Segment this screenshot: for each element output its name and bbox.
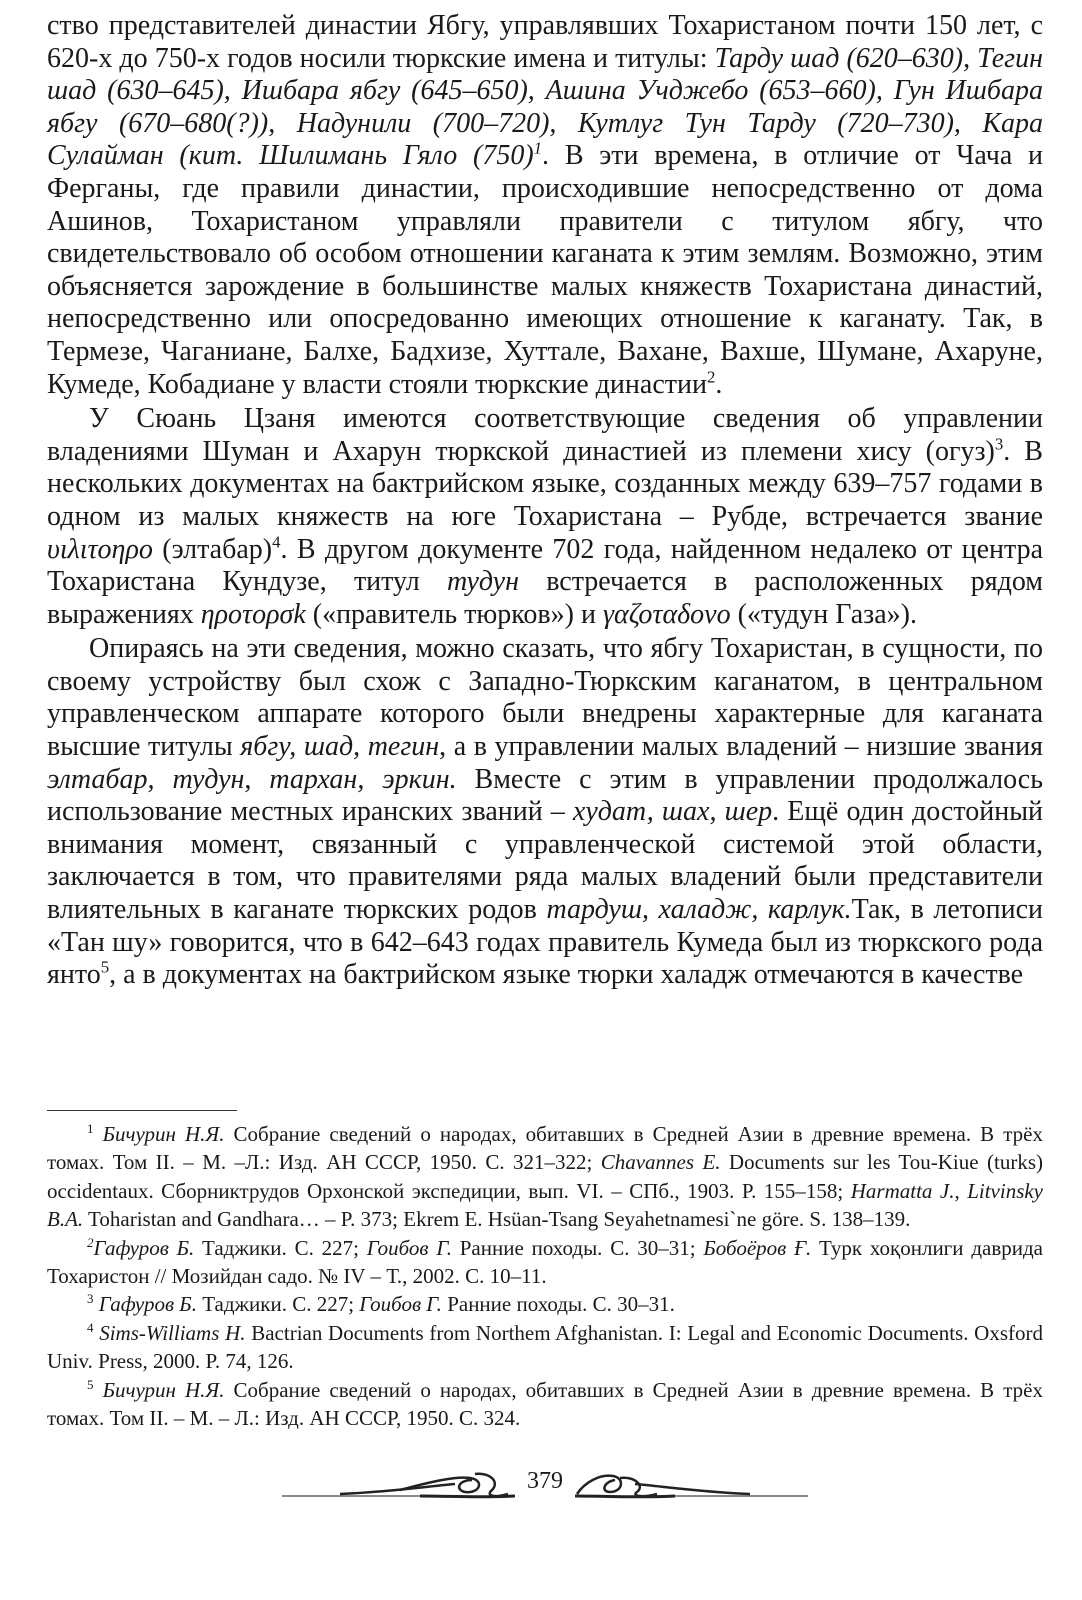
footnote-ref: 2 — [87, 1234, 94, 1250]
footnote-ref: 1 — [87, 1121, 94, 1136]
text-run: , а в документах на бактрийском языке тюрки халадж отмечаются в качестве — [109, 959, 1024, 991]
page-footer — [280, 1462, 810, 1506]
footnote-2 — [47, 1234, 1043, 1291]
text-run: , а в управлении малых владений – низшие звания — [439, 731, 1044, 763]
italic-run: Harmatta J., Litvinsky B.A. — [47, 1178, 1044, 1232]
text-run: Турк хоқонлиги даврида Тохаристон // Мозийдан садо. № IV – Т., 2002. С. 10–11. — [47, 1235, 1043, 1289]
italic-run: Тарду шад (620–630), Тегин шад (630–645), Ишбара ябгу (645–650), Ашина Учджебо (653–660), Гун Ишбара ябгу (670–680(?)), Надунили (700–720), Кутлуг Тун Тарду (720–730), Кара Сулайман (кит. Шилимань Гяло (750) — [47, 42, 1043, 172]
footnote-ref: 3 — [994, 434, 1004, 454]
text-run: . — [715, 368, 723, 400]
page-number: 379 — [527, 1468, 563, 1494]
footnotes — [47, 1120, 1043, 1432]
italic-run: худат, шах, шер — [572, 796, 773, 828]
italic-run: υιλιτοηρο — [47, 533, 153, 565]
text-run: («правитель тюрков») и — [305, 598, 603, 630]
text-run: У Сюань Цзаня имеются соответствующие сведения об управлении владениями Шуман и Ахарун тюркской династией из племени хису (огуз) — [47, 403, 1043, 467]
text-run: Ранние походы. С. 30–31. — [441, 1292, 675, 1317]
flourish-ornament-icon — [565, 1468, 810, 1502]
footnote-ref: 2 — [706, 367, 716, 387]
italic-run: Гафуров Б. — [93, 1235, 195, 1260]
paragraph-2 — [47, 403, 1043, 631]
footnote-3 — [47, 1290, 1043, 1318]
footnote-1 — [47, 1120, 1043, 1234]
italic-run: ηροτορσk — [200, 598, 306, 630]
italic-run: Гоибов Г. — [366, 1235, 452, 1260]
italic-run: Sims-Williams H. — [99, 1320, 246, 1345]
italic-run: Chavannes E. — [600, 1150, 721, 1175]
text-run: . В эти времена, в отличие от Чача и Ферганы, где правили династии, происходившие непосредственно от дома Ашинов, Тохаристаном управляли правители с титулом ябгу, что свидетельствовало об особом отношении каганата к этим землям. Возможно, этим объясняется зарождение в большинстве малых княжеств Тохаристана династий, непосредственно или опосредованно имеющих отношение к каганату. Так, в Термезе, Чаганиане, Балхе, Бадхизе, Хуттале, Вахане, Вахше, Шумане, Ахаруне, Кумеде, Кобадиане у власти стояли тюркские династии — [47, 140, 1043, 400]
italic-run: тудун — [447, 566, 519, 598]
italic-run: Бичурин Н.Я. — [102, 1122, 225, 1146]
footnote-5 — [47, 1376, 1043, 1433]
footnote-ref: 5 — [87, 1376, 94, 1392]
text-run: . Ещё один достойный внимания момент, связанный с управленческой системой этой области, заключается в том, что правителями ряда малых владений были представители влиятельных в каганате тюркских родов — [47, 796, 1043, 926]
text-run: Bactrian Documents from Northem Afghanistan. I: Legal and Economic Documents. Oxsford Univ. Press, 2000. P. 74, 126. — [47, 1320, 1044, 1374]
footnote-4 — [47, 1319, 1043, 1376]
text-run: ство представителей династии Ябгу, управлявших Тохаристаном почти 150 лет, с 620-х до 750-х годов носили тюркские имена и титулы: — [47, 10, 1043, 74]
italic-run: Бобоёров Ғ. — [703, 1235, 812, 1260]
text-run: («тудун Газа»). — [730, 598, 917, 630]
main-text — [47, 10, 1043, 992]
text-run — [94, 1378, 103, 1402]
text-run: Таджики. С. 227; — [194, 1235, 367, 1260]
text-run: Собрание сведений о народах, обитавших в Средней Азии в древние времена. В трёх томах. Том II. – М. –Л.: Изд. АН СССР, 1950. С. 321–322; — [47, 1122, 1043, 1175]
footnote-divider — [47, 1110, 237, 1111]
italic-run: элтабар, тудун, тархан, эркин. — [47, 763, 457, 795]
italic-run: тардуш, халадж, карлук. — [546, 894, 852, 926]
text-run: . В другом документе 702 года, найденном недалеко от центра Тохаристана Кундузе, титул — [47, 533, 1043, 598]
paragraph-3 — [47, 633, 1043, 992]
text-run: Опираясь на эти сведения, можно сказать, что ябгу Тохаристан, в сущности, по своему устройству был схож с Западно-Тюркским каганатом, в центральном управленческом аппарате которого были внедрены характерные для каганата высшие титулы — [47, 633, 1043, 763]
text-run: Documents sur les Tou-Kiue (turks) occidentaux. Сборниктрудов Орхонской экспедиции, вып. VI. – СПб., 1903. P. 155–158; — [47, 1150, 1043, 1203]
italic-run: Бичурин Н.Я. — [102, 1377, 225, 1402]
text-run: встречается в расположенных рядом выражениях — [47, 566, 1044, 630]
footnote-ref: 1 — [533, 139, 543, 159]
italic-run: γαζοταδονο — [602, 598, 731, 630]
text-run: Ранние походы. С. 30–31; — [451, 1235, 704, 1260]
text-run: Так, в летописи «Тан шу» говорится, что в 642–643 годах правитель Кумеда был из тюркского рода янто — [47, 894, 1044, 991]
footnote-ref: 5 — [100, 957, 110, 977]
text-run: Toharistan and Gandhara… – P. 373; Ekrem E. Hsüan-Tsang Seyahetnamesi`ne göre. S. 138–139. — [83, 1207, 911, 1232]
italic-run: Гафуров Б. — [98, 1292, 197, 1317]
footnote-ref: 4 — [87, 1319, 94, 1335]
paragraph-1 — [47, 10, 1043, 401]
italic-run: ябгу, шад, тегин — [240, 731, 440, 763]
text-run: Вместе с этим в управлении продолжалось использование местных иранских званий – — [47, 763, 1043, 828]
text-run: Собрание сведений о народах, обитавших в Средней Азии в древние времена. В трёх томах. Том II. – М. – Л.: Изд. АН СССР, 1950. С. 324. — [47, 1377, 1043, 1431]
text-run — [94, 1122, 103, 1146]
text-run: Таджики. С. 227; — [196, 1292, 360, 1317]
text-run: (элтабар) — [152, 533, 273, 565]
text-run: . В нескольких документах на бактрийском языке, созданных между 639–757 годами в одном из малых княжеств на юге Тохаристана – Рубде, встречается звание — [47, 435, 1043, 532]
italic-run: Гоибов Г. — [359, 1292, 442, 1317]
footnote-ref: 4 — [272, 532, 281, 552]
footnote-ref: 3 — [87, 1291, 94, 1307]
